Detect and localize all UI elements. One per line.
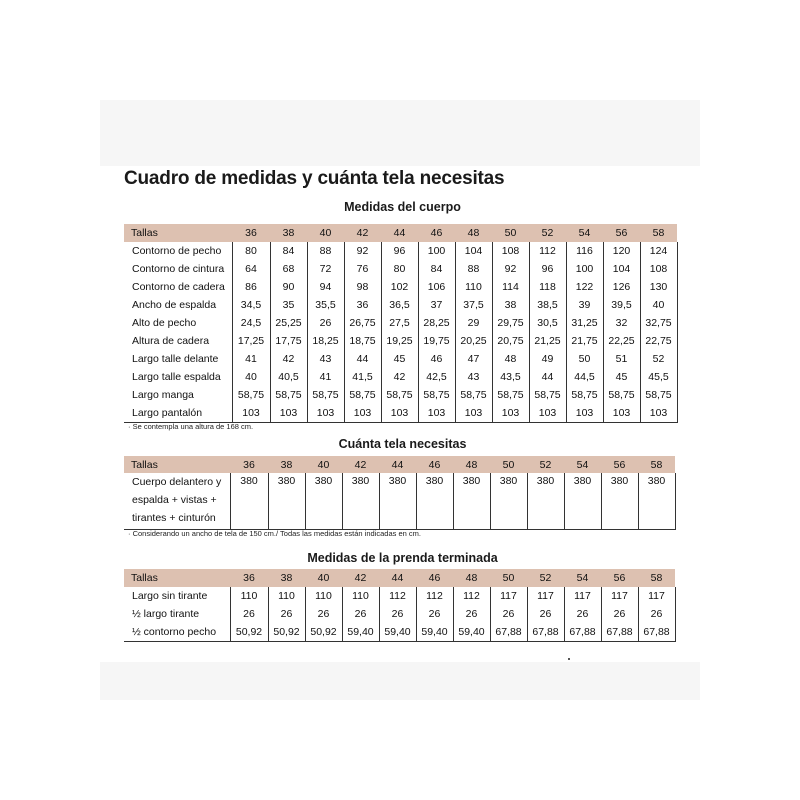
value-cell: 76 — [344, 260, 381, 278]
header-row — [124, 456, 675, 473]
size-header-cell: 40 — [305, 456, 342, 473]
value-cell: 380 — [305, 473, 342, 529]
value-cell: 19,25 — [381, 332, 418, 350]
fabric-needed-title: Cuánta tela necesitas — [338, 437, 467, 451]
value-cell: 44 — [344, 350, 381, 368]
value-cell: 112 — [453, 587, 490, 605]
value-cell: 37,5 — [455, 296, 492, 314]
value-cell: 26 — [453, 605, 490, 623]
row-label: Largo talle espalda — [132, 371, 221, 383]
value-cell: 34,5 — [232, 296, 270, 314]
value-cell: 72 — [307, 260, 344, 278]
value-cell: 64 — [232, 260, 270, 278]
value-cell: 17,75 — [270, 332, 307, 350]
value-cell: 58,75 — [232, 386, 270, 404]
value-cell: 380 — [342, 473, 379, 529]
header-row — [124, 569, 675, 587]
value-cell: 67,88 — [601, 623, 638, 641]
row-label: Ancho de espalda — [132, 299, 217, 311]
value-cell: 35 — [270, 296, 307, 314]
value-cell: 380 — [268, 473, 305, 529]
value-cell: 80 — [381, 260, 418, 278]
value-cell: 110 — [455, 278, 492, 296]
value-cell: 58,75 — [529, 386, 566, 404]
table-row — [124, 473, 675, 529]
size-header-cell: 42 — [344, 224, 381, 242]
value-cell: 42 — [270, 350, 307, 368]
value-cell: 18,25 — [307, 332, 344, 350]
value-cell: 88 — [455, 260, 492, 278]
value-cell: 48 — [492, 350, 529, 368]
value-cell: 380 — [453, 473, 490, 529]
table-row — [124, 314, 677, 332]
value-cell: 18,75 — [344, 332, 381, 350]
value-cell: 26 — [268, 605, 305, 623]
value-cell: 88 — [307, 242, 344, 260]
value-cell: 94 — [307, 278, 344, 296]
size-header-cell: 58 — [638, 456, 675, 473]
value-cell: 29,75 — [492, 314, 529, 332]
size-header-cell: 52 — [527, 569, 564, 587]
header-label: Tallas — [124, 569, 230, 587]
value-cell: 59,40 — [453, 623, 490, 641]
value-cell: 120 — [603, 242, 640, 260]
value-cell: 67,88 — [490, 623, 527, 641]
top-background-band — [100, 100, 700, 166]
value-cell: 28,25 — [418, 314, 455, 332]
value-cell: 380 — [527, 473, 564, 529]
value-cell: 58,75 — [381, 386, 418, 404]
value-cell: 21,25 — [529, 332, 566, 350]
size-header-cell: 36 — [230, 456, 268, 473]
value-cell: 103 — [307, 404, 344, 422]
value-cell: 26,75 — [344, 314, 381, 332]
size-header-cell: 44 — [379, 569, 416, 587]
header-label: Tallas — [124, 224, 232, 242]
value-cell: 40 — [640, 296, 677, 314]
row-label: Contorno de cintura — [132, 263, 225, 275]
size-header-cell: 44 — [381, 224, 418, 242]
size-header-cell: 58 — [638, 569, 675, 587]
value-cell: 50 — [566, 350, 603, 368]
value-cell: 26 — [305, 605, 342, 623]
body-measurements-table — [124, 224, 678, 423]
value-cell: 21,75 — [566, 332, 603, 350]
value-cell: 117 — [490, 587, 527, 605]
row-label: Largo manga — [132, 389, 194, 401]
table-row — [124, 350, 677, 368]
value-cell: 104 — [603, 260, 640, 278]
size-header-cell: 52 — [527, 456, 564, 473]
value-cell: 32 — [603, 314, 640, 332]
finished-garment-table — [124, 569, 676, 642]
value-cell: 36,5 — [381, 296, 418, 314]
value-cell: 67,88 — [638, 623, 675, 641]
size-header-cell: 44 — [379, 456, 416, 473]
value-cell: 30,5 — [529, 314, 566, 332]
value-cell: 26 — [307, 314, 344, 332]
table-row — [124, 332, 677, 350]
value-cell: 98 — [344, 278, 381, 296]
value-cell: 52 — [640, 350, 677, 368]
value-cell: 43,5 — [492, 368, 529, 386]
value-cell: 58,75 — [566, 386, 603, 404]
value-cell: 103 — [529, 404, 566, 422]
value-cell: 126 — [603, 278, 640, 296]
fabric-needed-table — [124, 456, 676, 530]
value-cell: 26 — [230, 605, 268, 623]
value-cell: 58,75 — [492, 386, 529, 404]
value-cell: 102 — [381, 278, 418, 296]
body-measurements-title: Medidas del cuerpo — [344, 200, 461, 214]
value-cell: 39 — [566, 296, 603, 314]
value-cell: 35,5 — [307, 296, 344, 314]
table-row — [124, 260, 677, 278]
value-cell: 26 — [638, 605, 675, 623]
value-cell: 124 — [640, 242, 677, 260]
value-cell: 41 — [232, 350, 270, 368]
value-cell: 380 — [379, 473, 416, 529]
value-cell: 100 — [418, 242, 455, 260]
value-cell: 58,75 — [270, 386, 307, 404]
value-cell: 110 — [305, 587, 342, 605]
value-cell: 103 — [344, 404, 381, 422]
row-label: Cuerpo delantero y espalda + vistas + tirantes + cinturón — [124, 473, 230, 529]
size-header-cell: 40 — [307, 224, 344, 242]
value-cell: 117 — [601, 587, 638, 605]
document-title: Cuadro de medidas y cuánta tela necesitas — [124, 168, 505, 189]
value-cell: 103 — [492, 404, 529, 422]
value-cell: 380 — [638, 473, 675, 529]
table-row — [124, 404, 677, 422]
table-row — [124, 605, 675, 623]
value-cell: 26 — [527, 605, 564, 623]
table-row — [124, 278, 677, 296]
value-cell: 26 — [416, 605, 453, 623]
value-cell: 118 — [529, 278, 566, 296]
value-cell: 26 — [564, 605, 601, 623]
value-cell: 117 — [564, 587, 601, 605]
row-label: Contorno de cadera — [132, 281, 225, 293]
value-cell: 43 — [307, 350, 344, 368]
value-cell: 38 — [492, 296, 529, 314]
value-cell: 96 — [381, 242, 418, 260]
size-header-cell: 36 — [232, 224, 270, 242]
value-cell: 44,5 — [566, 368, 603, 386]
row-label: Largo pantalón — [124, 404, 232, 422]
size-header-cell: 50 — [492, 224, 529, 242]
size-header-cell: 52 — [529, 224, 566, 242]
value-cell: 108 — [492, 242, 529, 260]
row-label: ½ contorno pecho — [124, 623, 230, 641]
value-cell: 44 — [529, 368, 566, 386]
value-cell: 80 — [232, 242, 270, 260]
size-header-cell: 48 — [453, 456, 490, 473]
value-cell: 49 — [529, 350, 566, 368]
value-cell: 59,40 — [379, 623, 416, 641]
value-cell: 32,75 — [640, 314, 677, 332]
value-cell: 45,5 — [640, 368, 677, 386]
size-header-cell: 38 — [268, 569, 305, 587]
value-cell: 103 — [566, 404, 603, 422]
value-cell: 96 — [529, 260, 566, 278]
fabric-needed-note: · Considerando un ancho de tela de 150 cm./ Todas las medidas están indicadas en cm. — [128, 529, 421, 538]
value-cell: 24,5 — [232, 314, 270, 332]
value-cell: 114 — [492, 278, 529, 296]
size-header-cell: 56 — [601, 569, 638, 587]
row-label: Alto de pecho — [132, 317, 197, 329]
value-cell: 122 — [566, 278, 603, 296]
value-cell: 26 — [490, 605, 527, 623]
value-cell: 41,5 — [344, 368, 381, 386]
value-cell: 42,5 — [418, 368, 455, 386]
size-header-cell: 46 — [416, 456, 453, 473]
value-cell: 58,75 — [640, 386, 677, 404]
value-cell: 112 — [529, 242, 566, 260]
value-cell: 112 — [416, 587, 453, 605]
value-cell: 27,5 — [381, 314, 418, 332]
value-cell: 58,75 — [455, 386, 492, 404]
value-cell: 17,25 — [232, 332, 270, 350]
value-cell: 92 — [344, 242, 381, 260]
value-cell: 40 — [232, 368, 270, 386]
value-cell: 22,25 — [603, 332, 640, 350]
size-header-cell: 36 — [230, 569, 268, 587]
value-cell: 110 — [230, 587, 268, 605]
value-cell: 45 — [381, 350, 418, 368]
value-cell: 116 — [566, 242, 603, 260]
row-label: Largo talle delante — [132, 353, 219, 365]
value-cell: 26 — [601, 605, 638, 623]
value-cell: 67,88 — [527, 623, 564, 641]
value-cell: 103 — [455, 404, 492, 422]
finished-garment-title: Medidas de la prenda terminada — [307, 551, 498, 565]
value-cell: 103 — [381, 404, 418, 422]
value-cell: 380 — [564, 473, 601, 529]
size-header-cell: 38 — [270, 224, 307, 242]
value-cell: 67,88 — [564, 623, 601, 641]
size-header-cell: 56 — [601, 456, 638, 473]
value-cell: 19,75 — [418, 332, 455, 350]
row-label: ½ largo tirante — [132, 608, 200, 620]
value-cell: 38,5 — [529, 296, 566, 314]
value-cell: 84 — [418, 260, 455, 278]
value-cell: 86 — [232, 278, 270, 296]
size-header-cell: 54 — [564, 569, 601, 587]
value-cell: 380 — [601, 473, 638, 529]
value-cell: 58,75 — [603, 386, 640, 404]
bottom-background-band — [100, 662, 700, 700]
value-cell: 110 — [342, 587, 379, 605]
size-header-cell: 48 — [455, 224, 492, 242]
value-cell: 103 — [232, 404, 270, 422]
value-cell: 58,75 — [418, 386, 455, 404]
value-cell: 51 — [603, 350, 640, 368]
value-cell: 41 — [307, 368, 344, 386]
size-header-cell: 42 — [342, 456, 379, 473]
value-cell: 37 — [418, 296, 455, 314]
size-header-cell: 50 — [490, 456, 527, 473]
value-cell: 46 — [418, 350, 455, 368]
value-cell: 22,75 — [640, 332, 677, 350]
value-cell: 29 — [455, 314, 492, 332]
value-cell: 59,40 — [416, 623, 453, 641]
size-header-cell: 38 — [268, 456, 305, 473]
table-row — [124, 386, 677, 404]
value-cell: 130 — [640, 278, 677, 296]
value-cell: 68 — [270, 260, 307, 278]
size-header-cell: 58 — [640, 224, 677, 242]
value-cell: 40,5 — [270, 368, 307, 386]
value-cell: 47 — [455, 350, 492, 368]
table-row — [124, 242, 677, 260]
value-cell: 108 — [640, 260, 677, 278]
table-row — [124, 368, 677, 386]
value-cell: 59,40 — [342, 623, 379, 641]
row-label: Contorno de pecho — [132, 245, 222, 257]
value-cell: 20,25 — [455, 332, 492, 350]
value-cell: 36 — [344, 296, 381, 314]
value-cell: 100 — [566, 260, 603, 278]
value-cell: 58,75 — [307, 386, 344, 404]
value-cell: 50,92 — [305, 623, 342, 641]
size-header-cell: 42 — [342, 569, 379, 587]
size-header-cell: 48 — [453, 569, 490, 587]
value-cell: 50,92 — [268, 623, 305, 641]
table-row — [124, 296, 677, 314]
value-cell: 103 — [603, 404, 640, 422]
size-header-cell: 56 — [603, 224, 640, 242]
value-cell: 39,5 — [603, 296, 640, 314]
header-row — [124, 224, 677, 242]
value-cell: 90 — [270, 278, 307, 296]
value-cell: 92 — [492, 260, 529, 278]
value-cell: 31,25 — [566, 314, 603, 332]
value-cell: 58,75 — [344, 386, 381, 404]
value-cell: 380 — [230, 473, 268, 529]
stray-dot — [568, 658, 570, 660]
body-measurements-note: · Se contempla una altura de 168 cm. — [128, 422, 254, 431]
value-cell: 25,25 — [270, 314, 307, 332]
table-row — [124, 587, 675, 605]
row-label: Largo sin tirante — [132, 590, 208, 602]
value-cell: 117 — [527, 587, 564, 605]
value-cell: 103 — [418, 404, 455, 422]
value-cell: 103 — [640, 404, 677, 422]
value-cell: 110 — [268, 587, 305, 605]
size-header-cell: 40 — [305, 569, 342, 587]
value-cell: 42 — [381, 368, 418, 386]
header-label: Tallas — [124, 456, 230, 473]
value-cell: 50,92 — [230, 623, 268, 641]
value-cell: 26 — [342, 605, 379, 623]
size-header-cell: 50 — [490, 569, 527, 587]
value-cell: 112 — [379, 587, 416, 605]
size-header-cell: 54 — [566, 224, 603, 242]
value-cell: 103 — [270, 404, 307, 422]
value-cell: 104 — [455, 242, 492, 260]
value-cell: 43 — [455, 368, 492, 386]
size-header-cell: 46 — [418, 224, 455, 242]
size-header-cell: 54 — [564, 456, 601, 473]
value-cell: 84 — [270, 242, 307, 260]
value-cell: 380 — [490, 473, 527, 529]
value-cell: 45 — [603, 368, 640, 386]
value-cell: 380 — [416, 473, 453, 529]
value-cell: 26 — [379, 605, 416, 623]
value-cell: 106 — [418, 278, 455, 296]
table-row — [124, 623, 675, 641]
value-cell: 20,75 — [492, 332, 529, 350]
row-label: Altura de cadera — [132, 335, 210, 347]
value-cell: 117 — [638, 587, 675, 605]
size-header-cell: 46 — [416, 569, 453, 587]
